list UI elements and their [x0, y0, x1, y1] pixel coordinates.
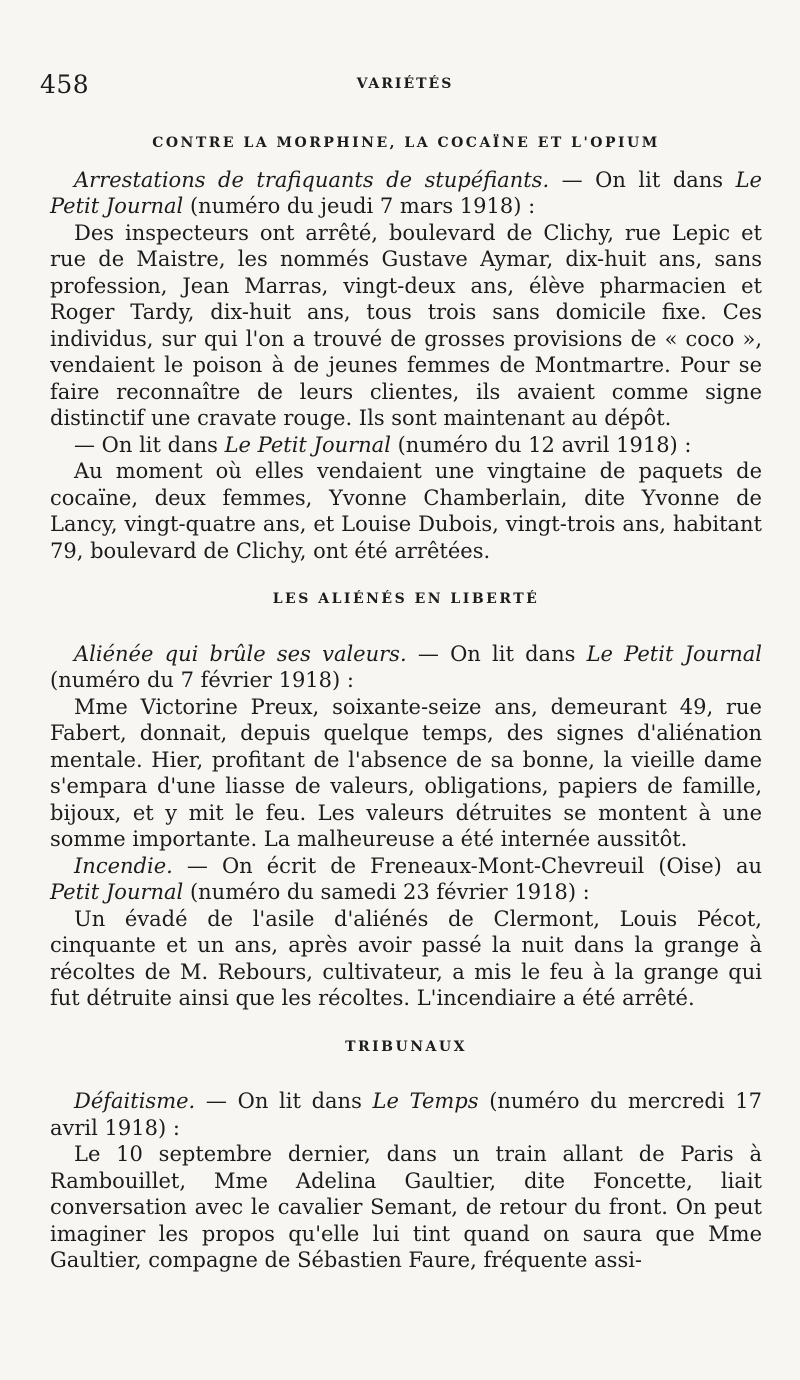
paragraph-text: — On lit dans: [195, 1089, 373, 1113]
paragraph-text: — On écrit de Freneaux-Mont-Chevreuil (Oise) au: [172, 853, 762, 878]
page-number: 458: [40, 70, 90, 99]
article-lead: Défaitisme.: [74, 1089, 196, 1113]
spacer: [50, 564, 762, 586]
paragraph: Des inspecteurs ont arrêté, boulevard de Clichy, rue Lepic et rue de Maistre, les nommés Gustave Aymar, dix-huit ans, sans profession, Jean Marras, vingt-deux ans, élève pharmacien et Roger Tardy, dix-huit ans, tous trois sans domicile fixe. Ces individus, sur qui l'on a trouvé de grosses provisions de « coco », vendaient le poison à de jeunes femmes de Montmartre. Pour se faire reconnaître de leurs clientes, ils avaient comme signe distinctif une cravate rouge. Ils sont maintenant au dépôt.: [50, 220, 762, 430]
paragraph-text: (numéro du 7 février 1918) :: [50, 668, 354, 692]
paragraph-text: — On lit dans: [74, 432, 225, 457]
paragraph-text: (numéro du 12 avril 1918) :: [390, 432, 692, 457]
paragraph-text: — On lit dans: [406, 641, 587, 666]
spacer: [50, 1070, 762, 1088]
article-lead: Arrestations de trafiquants de stupéfiants.: [74, 167, 550, 192]
source-title: Petit Journal: [50, 880, 184, 904]
spacer: [50, 623, 762, 641]
paragraph-text: — On lit dans: [549, 167, 736, 192]
paragraph: Le 10 septembre dernier, dans un train allant de Paris à Rambouillet, Mme Adelina Gaultier, dite Foncette, liait conversation avec le cavalier Semant, de retour du front. On peut imaginer les propos qu'elle lui tint quand on saura que Mme Gaultier, compagne de Sébastien Faure, fréquente assi-: [50, 1142, 762, 1272]
section-title: CONTRE LA MORPHINE, LA COCAÏNE ET L'OPIUM: [152, 135, 660, 151]
paragraph: [50, 167, 762, 220]
page-content: [50, 130, 762, 1274]
paragraph: Un évadé de l'asile d'aliénés de Clermont, Louis Pécot, cinquante et un ans, après avoir passé la nuit dans la grange à récoltes de M. Rebours, cultivateur, a mis le feu à la grange qui fut détruite ainsi que les récoltes. L'incendiaire a été arrêté.: [50, 906, 762, 1010]
article-lead: Aliénée qui brûle ses valeurs.: [74, 641, 407, 666]
paragraph: [50, 641, 762, 694]
article-lead: Incendie.: [74, 853, 173, 878]
paragraph: Au moment où elles vendaient une vingtaine de paquets de cocaïne, deux femmes, Yvonne Chamberlain, dite Yvonne de Lancy, vingt-quatre ans, et Louise Dubois, vingt-trois ans, habitant 79, boulevard de Clichy, ont été arrêtées.: [50, 459, 762, 563]
spacer: [50, 1012, 762, 1034]
section-title: TRIBUNAUX: [345, 1038, 467, 1055]
paragraph: [50, 853, 762, 906]
paragraph-text: (numéro du jeudi 7 mars 1918) :: [183, 194, 536, 218]
section-title: LES ALIÉNÉS EN LIBERTÉ: [272, 591, 540, 607]
paragraph-text: (numéro du mercredi 17 avril 1918) :: [50, 1089, 762, 1140]
paragraph: [50, 1088, 762, 1141]
source-title: Le Petit Journal: [586, 641, 762, 666]
running-title: VARIÉTÉS: [356, 76, 454, 92]
paragraph: [50, 432, 762, 459]
paragraph-text: (numéro du samedi 23 février 1918) :: [183, 880, 590, 904]
source-title: Le Temps: [372, 1089, 479, 1113]
paragraph: Mme Victorine Preux, soixante-seize ans, demeurant 49, rue Fabert, donnait, depuis quelque temps, des signes d'aliénation mentale. Hier, profitant de l'absence de sa bonne, la vieille dame s'empara d'une liasse de valeurs, obligations, papiers de famille, bijoux, et y mit le feu. Les valeurs détruites se montent à une somme importante. La malheureuse a été internée aussitôt.: [50, 694, 762, 851]
source-title: Le Petit Journal: [224, 432, 391, 457]
source-title: Le Petit Journal: [50, 167, 762, 218]
page-header: [40, 70, 770, 100]
